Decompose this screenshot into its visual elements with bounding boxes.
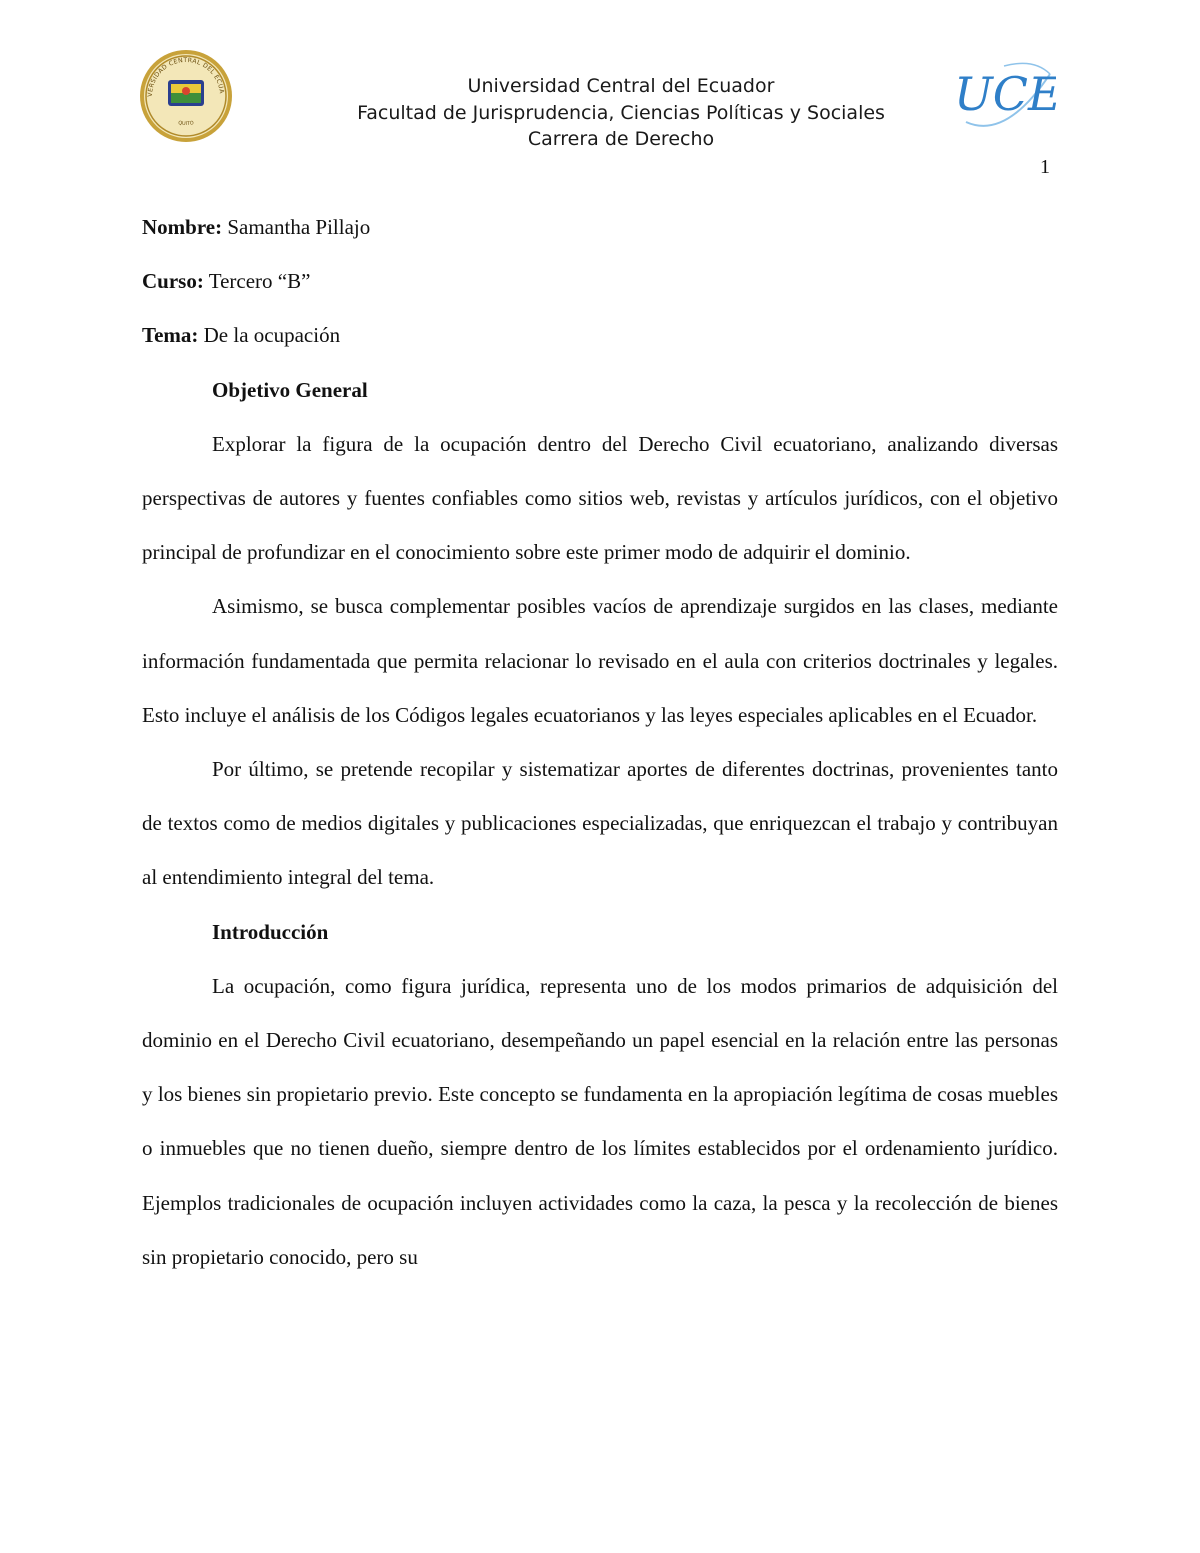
- objective-paragraph-1: Explorar la figura de la ocupación dentro del Derecho Civil ecuatoriano, analizando diversas perspectivas de autores y fuentes confiables como sitios web, revistas y artículos jurídicos, con el objetivo principal de profundizar en el conocimiento sobre este primer modo de adquirir el dominio.: [142, 431, 1058, 565]
- course-label: Curso:: [142, 269, 204, 294]
- name-field: [142, 200, 1058, 254]
- objective-paragraph-3: Por último, se pretende recopilar y sistematizar aportes de diferentes doctrinas, provenientes tanto de textos como de medios digitales y publicaciones especializadas, que enriquezcan el trabajo y contribuyan al entendimiento integral del tema.: [142, 757, 1058, 890]
- university-seal-logo: [138, 48, 234, 144]
- introduction-heading: Introducción: [212, 919, 329, 944]
- name-value: Samantha Pillajo: [222, 215, 371, 239]
- objective-heading: Objetivo General: [212, 377, 368, 402]
- career-name: Carrera de Derecho: [527, 128, 715, 150]
- document-body: [142, 200, 1058, 1284]
- name-label: Nombre:: [142, 215, 223, 239]
- introduction-paragraph-1: La ocupación, como figura jurídica, representa uno de los modos primarios de adquisición del dominio en el Derecho Civil ecuatoriano, desempeñando un papel esencial en la relación entre las personas y los bienes sin propietario previo. Este concepto se fundamenta en la apropiación legítima de cosas muebles o inmuebles que no tienen dueño, siempre dentro de los límites establecidos por el ordenamiento jurídico. Ejemplos tradicionales de ocupación incluyen actividades como la caza, la pesca y la recolección de bienes sin propietario conocido, pero su: [142, 973, 1058, 1269]
- topic-label: Tema:: [142, 323, 199, 348]
- svg-text:QUITO: [178, 120, 195, 127]
- seal-text-top: VERSIDAD CENTRAL DEL ECUA: [146, 56, 225, 97]
- topic-field: [142, 308, 1058, 362]
- course-value: Tercero “B”: [203, 269, 311, 294]
- university-name: Universidad Central del Ecuador: [467, 75, 775, 97]
- page-number: 1: [1040, 156, 1050, 178]
- topic-value: De la ocupación: [198, 323, 341, 348]
- document-header: [240, 73, 1002, 153]
- seal-icon: [138, 48, 234, 144]
- uce-logo: [946, 52, 1056, 136]
- uce-logo-icon: [946, 52, 1056, 136]
- seal-text-bottom: QUITO: [177, 120, 195, 128]
- faculty-name: Facultad de Jurisprudencia, Ciencias Políticas y Sociales: [357, 101, 885, 124]
- course-field: [142, 254, 1058, 308]
- uce-logo-text: UCE: [954, 67, 1056, 121]
- objective-paragraph-2: Asimismo, se busca complementar posibles vacíos de aprendizaje surgidos en las clases, mediante información fundamentada que permita relacionar lo revisado en el aula con criterios doctrinales y legales. Esto incluye el análisis de los Códigos legales ecuatorianos y las leyes especiales aplicables en el Ecuador.: [142, 594, 1058, 727]
